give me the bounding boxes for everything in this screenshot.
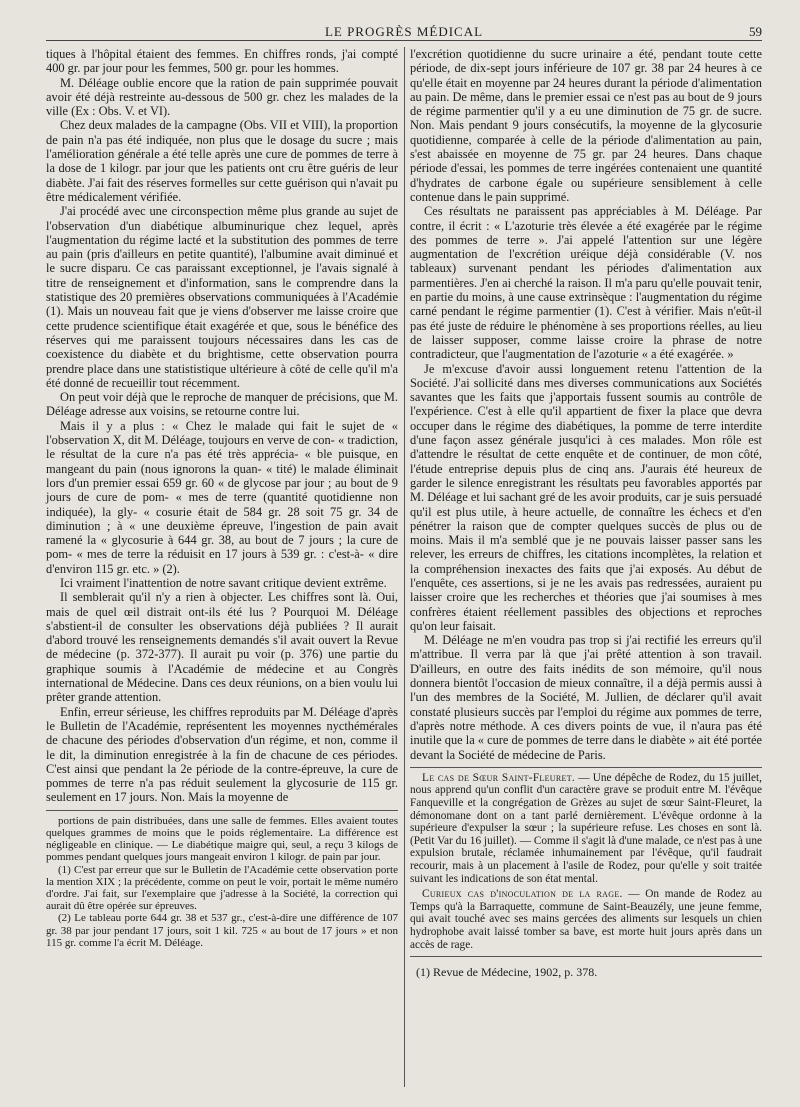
- page-header: [46, 22, 762, 41]
- paragraph: Chez deux malades de la campagne (Obs. VII et VIII), la proportion de pain n'a pas été indiquée, non plus que le dosage du sucre ; mais l'amélioration générale a été telle après une cure de pommes de terre à la dose de 1 kilogr. par jour que les patients ont cru être guéris de leur diabète. J'ai fait des réserves formelles sur cette guérison qui n'avait pu être médicalement vérifiée.: [46, 118, 398, 204]
- news-text: — Une dépêche de Rodez, du 15 juillet, nous apprend qu'un conflit d'un caractère grave se produit entre M. l'évêque Fanqueville et la congrégation de Grèzes au sujet de sœur Saint-Fleuret, la démonomane dont on a tant parlé dernièrement. L'évêque ordonne à la supérieure d'expulser la sœur ; la supérieure refuse. Les choses en sont là. (Petit Var du 16 juillet). — Comme il s'agit là d'une malade, ce n'est pas à une expulsion brutale, réclamée inhumainement par l'évêque, qu'il faudrait recourir, mais à un placement à l'asile de Rodez, pour qu'elle y soit traitée suivant les indications de son état mental.: [410, 771, 762, 885]
- paragraph: Ici vraiment l'inattention de notre savant critique devient extrême.: [60, 575, 387, 590]
- news-items: [410, 772, 762, 951]
- news-heading: Curieux cas d'inoculation de la rage.: [422, 888, 623, 901]
- footnote: portions de pain distribuées, dans une salle de femmes. Elles avaient toutes quelques grammes de moins que le poids réglementaire. La différence est négligeable en clinique. — Le diabétique maigre qui, seul, a reçu 3 kilogs de pommes pendant quelques jours mangeait environ 1 kilogr. de pain par jour.: [46, 814, 398, 864]
- section-divider: [410, 767, 762, 768]
- paragraph: tiques à l'hôpital étaient des femmes. En chiffres ronds, j'ai compté 400 gr. par jour pour les femmes, 500 gr. pour les hommes.: [46, 47, 398, 76]
- footnote: (1) Revue de Médecine, 1902, p. 378.: [416, 965, 598, 980]
- paragraph: M. Déléage ne m'en voudra pas trop si j'ai rectifié les erreurs qu'il m'attribue. Il verra par là que j'ai prêté attention à son travail. D'ailleurs, en outre des faits inédits de son mémoire, qu'il nous donnera bientôt l'occasion de mieux connaître, il a déjà permis aussi à l'un des membres de la Société, M. Jullien, de déclarer qu'il avait constaté plusieurs succès par l'emploi du régime aux pommes de terre, d'après notre méthode. A ces divers points de vue, il n'aura pas été inutile que la « cure de pommes de terre dans le diabète » ait été portée devant la Société de médecine de Paris.: [410, 633, 762, 762]
- news-item: [410, 772, 762, 885]
- footnote: (1) C'est par erreur que sur le Bulletin de l'Académie cette observation porte la mention XIX ; la précédente, comme on peut le voir, portait le même numéro d'ordre. J'ai fait, sur l'exemplaire que j'adresse à la Société, la correction qui aurait dû être opérée sur épreuves.: [46, 863, 398, 913]
- paragraph: Il semblerait qu'il n'y a rien à objecter. Les chiffres sont là. Oui, mais de quel œil distrait ont-ils été lus ? Pourquoi M. Déléage s'abstient-il de consulter les observations déjà publiées ? Il aurait d'abord trouvé les renseignements demandés s'il avait ouvert la Revue de médecine (p. 372-377). Il aurait pu voir (p. 376) une partie du graphique soumis à l'Académie de médecine et au Congrès international de Médecine. Dans ces deux réunions, on a bien voulu lui prêter grande attention.: [46, 590, 399, 705]
- news-text: — On mande de Rodez au Temps qu'à la Barraquette, commune de Saint-Beauzély, une jeune femme, qui avait touché avec ses mains gercées des aliments sur lesquels un chien hydrophobe avait laissé tomber sa bave, est morte huit jours après dans un accès de rage.: [410, 888, 762, 951]
- footnote-divider: [46, 810, 398, 811]
- journal-title: LE PROGRÈS MÉDICAL: [324, 24, 484, 39]
- page-number: 59: [749, 24, 762, 39]
- paragraph: On peut voir déjà que le reproche de manquer de précisions, que M. Déléage adresse aux voisins, se retourne contre lui.: [46, 390, 398, 419]
- paragraph: Ces résultats ne paraissent pas appréciables à M. Déléage. Par contre, il écrit : « L'azoturie très élevée a été exagérée par le régime des pommes de terre ». J'ai appelé l'attention sur une légère augmentation de l'excrétion uréique déjà considérable (V. nos tableaux) survenant pendant les périodes d'alimentation aux parmentières. J'en ai cherché la raison. Il m'a paru qu'elle pouvait tenir, en partie du moins, à une cause extrinsèque : l'augmentation du régime carné pendant le régime parmentier (1). C'est à vérifier. Mais n'eût-il pas été juste de réduire le phénomène à ses proportions réelles, au lieu de laisser supposer, comme laisse croire la phrase de notre contradicteur, que l'augmentation de l'azoturie « a été exagérée. »: [410, 204, 762, 362]
- paragraph: J'ai procédé avec une circonspection même plus grande au sujet de l'observation d'un diabétique albuminurique chez lequel, après l'augmentation du régime lacté et la substitution des pommes de terre au pain (pris d'ailleurs en petite quantité), l'albumine avait diminué et le sucre disparu. Ce cas paraissant exceptionnel, je l'avais signalé à titre de renseignement et d'information, sans le comprendre dans la statistique des 20 premières observations communiquées à l'Académie (1). Mais un nouveau fait que je viens d'observer me laisse croire que cette prudence scientifique était exagérée et que, sous le bénéfice des réserves qui me paraissent toujours nécessaires dans les cas de coexistence du diabète et du brightisme, cette observation pourra prendre place dans une statististique ultérieure à côté de celle qu'il m'a été donné de recueillir tout récemment.: [46, 204, 398, 390]
- footnote: (2) Le tableau porte 644 gr. 38 et 537 gr., c'est-à-dire une différence de 107 gr. 38 par jour pendant 17 jours, soit 1 kil. 725 « au bout de 17 jours » et non 115 gr. comme l'a écrit M. Déléage.: [46, 912, 398, 949]
- left-column: [46, 47, 398, 949]
- right-column: [410, 47, 762, 979]
- column-divider: [404, 47, 405, 1087]
- article-columns: [46, 47, 762, 1107]
- paragraph: Enfin, erreur sérieuse, les chiffres reproduits par M. Déléage d'après le Bulletin de l'Académie, représentent les moyennes nycthémérales de chacune des périodes d'observation d'un régime, et non, comme il le dit, la diminution enregistrée à la fin de chacune de ces périodes. C'est ainsi que pendant la 2e période de la contre-épreuve, la cure de pommes de terre n'a pas réduit seulement la glycosurie de 115 gr. seulement en 17 jours. Non. Mais la moyenne de: [46, 704, 398, 805]
- paragraph: Mais il y a plus : « Chez le malade qui fait le sujet de « l'observation X, dit M. Déléage, toujours en verve de con- « tradiction, le résultat de la cure n'a pas été très apprécia- « ble puisque, en mangeant du pain (nous ignorons la quan- « tité) le malade éliminait lors d'un premier essai 659 gr. 60 « de glycose par jour ; au bout de 9 jours de cure de pom- « mes de terre (quantité quotidienne non indiquée), la gly- « cosurie était de 584 gr. 28 soit 75 gr. 34 de diminution ; à « une deuxième épreuve, l'ingestion de pain avait ramené la « glycosurie à 644 gr. 38, au bout de 7 jours ; la cure de pom- « mes de terre la réduisit en 17 jours à 539 gr. : c'est-à- « dire d'environ 115 gr. etc. » (2).: [46, 418, 398, 576]
- news-heading: Le cas de Sœur Saint-Fleuret.: [422, 771, 576, 784]
- footnote-divider: [410, 956, 762, 957]
- paragraph: M. Déléage oublie encore que la ration de pain supprimée pouvait avoir été déjà restreinte au-dessous de 500 gr. chez les malades de la ville (Ex : Obs. V. et VI).: [46, 75, 398, 119]
- paragraph: l'excrétion quotidienne du sucre urinaire a été, pendant toute cette période, de dix-sept jours inférieure de 107 gr. 38 par 24 heures à ce qu'elle était en moyenne par 24 heures durant la période d'alimentation au pain. De même, dans le premier essai ce n'est pas au bout de 9 jours de régime parmentier qu'il y a eu une diminution de 75 gr. de sucre. Non. Mais pendant 9 jours consécutifs, la moyenne de la glycosurie quotidienne, comparée à celle de la période d'alimentation au pain, s'est abaissée en moyenne de 75 gr. par 24 heures. Dans chaque période d'essai, les pommes de terre ingérées contenaient une quantité d'hydrates de carbone égale ou supérieure sensiblement à celle contenue dans le pain supprimé.: [410, 47, 762, 204]
- news-item: [410, 888, 762, 951]
- footnotes: [46, 815, 398, 949]
- paragraph: Je m'excuse d'avoir aussi longuement retenu l'attention de la Société. J'ai sollicité dans mes diverses communications aux Sociétés savantes que les faits que j'apportais fussent soumis au contrôle de l'expérience. C'est à elle qu'il appartient de fixer la place que devra occuper dans le régime des diabétiques, la pomme de terre interdite d'une façon assez générale jusqu'ici à ces malades. Mon rôle est d'attendre le résultat de cette enquête et de continuer, de mon côté, l'étude entreprise depuis plus de cinq ans. J'aurais été heureux de garder le silence enregistrant les résultats peu favorables apportés par M. Déléage et lui sachant gré de les avoir produits, car je suis persuadé qu'il est plus utile, à heure actuelle, de connaître les échecs et d'en pénétrer la raison que de compter quelques succès de plus ou de moins. Mais il m'a semblé que je ne pouvais laisser passer sans les relever, les erreurs de chiffres, les citations incomplètes, la relation et la compréhension inexactes des faits que j'ai exposés. Au début de l'enquête, ces assertions, si je ne les avais pas redressées, auraient pu laisser croire que les recherches et théories que j'ai soumises à mes confrères étaient réellement passibles des objections et reproches qu'on leur faisait.: [410, 361, 762, 633]
